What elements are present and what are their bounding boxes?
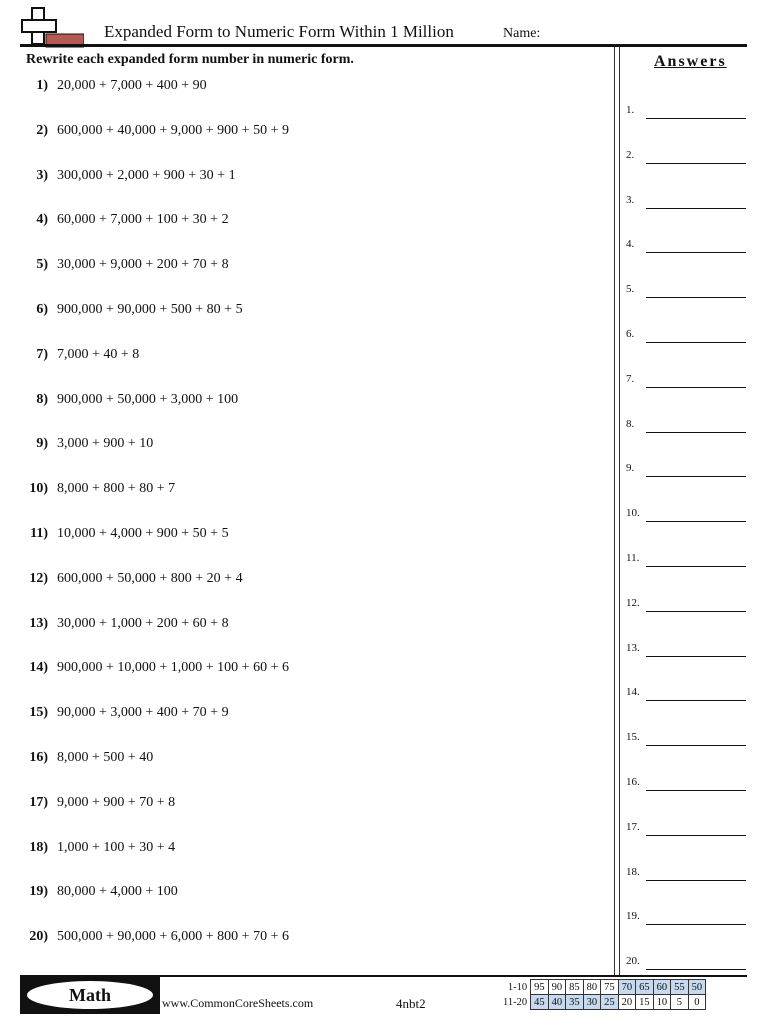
problem-expression: 600,000 + 40,000 + 9,000 + 900 + 50 + 9	[57, 122, 289, 138]
plus-minus-icon	[20, 6, 84, 48]
answer-label: 4.	[626, 238, 635, 251]
problem-number: 13)	[29, 615, 48, 631]
problem-expression: 900,000 + 90,000 + 500 + 80 + 5	[57, 302, 243, 317]
answer-label: 2.	[626, 148, 635, 161]
problem-number: 6)	[36, 302, 48, 317]
answer-blank[interactable]	[646, 656, 746, 657]
score-cell: 75	[601, 980, 619, 995]
standard-code: 4nbt2	[396, 996, 426, 1011]
answer-blank[interactable]	[646, 208, 746, 209]
score-cell: 20	[618, 995, 636, 1010]
answer-blank[interactable]	[646, 790, 746, 791]
score-cell: 70	[618, 980, 636, 995]
answer-label: 5.	[626, 283, 635, 296]
page-title: Expanded Form to Numeric Form Within 1 Million	[104, 22, 454, 41]
problem-number: 18)	[29, 839, 48, 855]
name-label: Name:	[503, 26, 541, 41]
score-cell: 60	[653, 980, 671, 995]
score-row-label: 11-20	[503, 996, 528, 1008]
problem-number: 9)	[36, 436, 48, 452]
score-cell: 55	[671, 980, 689, 995]
math-logo	[24, 978, 156, 1012]
instructions: Rewrite each expanded form number in numeric form.	[26, 52, 354, 67]
problem-number: 15)	[29, 705, 48, 721]
answer-label: 16.	[626, 776, 640, 788]
answer-blank[interactable]	[646, 880, 746, 881]
answer-label: 10.	[626, 507, 640, 520]
score-cell: 25	[601, 995, 619, 1010]
score-cell: 15	[636, 995, 654, 1010]
problem-expression: 500,000 + 90,000 + 6,000 + 800 + 70 + 6	[57, 929, 289, 945]
answer-blank[interactable]	[646, 387, 746, 388]
answer-blank[interactable]	[646, 924, 746, 925]
header-divider	[20, 44, 747, 47]
score-table	[500, 979, 706, 1010]
problem-expression: 20,000 + 7,000 + 400 + 90	[57, 78, 207, 93]
problem-expression: 900,000 + 10,000 + 1,000 + 100 + 60 + 6	[57, 660, 289, 676]
answer-label: 13.	[626, 641, 640, 654]
problem-expression: 1,000 + 100 + 30 + 4	[57, 839, 176, 855]
score-cell: 30	[583, 995, 601, 1010]
column-divider	[619, 47, 620, 975]
answer-label: 8.	[626, 417, 635, 430]
answer-blank[interactable]	[646, 521, 746, 522]
problem-expression: 3,000 + 900 + 10	[57, 436, 154, 452]
problem-expression: 900,000 + 50,000 + 3,000 + 100	[57, 391, 239, 407]
problem-expression: 30,000 + 1,000 + 200 + 60 + 8	[57, 615, 229, 631]
answer-blank[interactable]	[646, 342, 746, 343]
site-link[interactable]: www.CommonCoreSheets.com	[162, 996, 314, 1010]
problem-expression: 7,000 + 40 + 8	[57, 346, 140, 362]
problem-number: 2)	[36, 122, 48, 138]
answer-label: 17.	[626, 820, 640, 833]
problem-number: 1)	[36, 78, 48, 93]
problem-expression: 8,000 + 800 + 80 + 7	[57, 481, 176, 497]
problem-expression: 10,000 + 4,000 + 900 + 50 + 5	[57, 526, 229, 541]
column-divider	[614, 47, 615, 975]
answer-label: 18.	[626, 865, 640, 878]
problem-number: 11)	[30, 526, 48, 541]
answer-blank[interactable]	[646, 835, 746, 836]
answer-label: 3.	[626, 193, 635, 206]
problem-expression: 300,000 + 2,000 + 900 + 30 + 1	[57, 167, 236, 183]
score-cell: 0	[688, 995, 706, 1010]
answer-label: 9.	[626, 462, 635, 475]
answer-blank[interactable]	[646, 611, 746, 612]
score-cell: 45	[531, 995, 549, 1010]
answer-blank[interactable]	[646, 700, 746, 701]
answer-label: 12.	[626, 596, 640, 609]
problem-number: 3)	[36, 167, 48, 183]
problem-expression: 600,000 + 50,000 + 800 + 20 + 4	[57, 570, 243, 586]
answer-label: 7.	[626, 372, 635, 385]
problem-number: 16)	[29, 750, 48, 765]
answer-blank[interactable]	[646, 163, 746, 164]
score-cell: 80	[583, 980, 601, 995]
answer-label: 19.	[626, 910, 640, 923]
score-cell: 90	[548, 980, 566, 995]
problem-number: 7)	[36, 346, 48, 362]
answer-label: 6.	[626, 328, 635, 340]
problem-number: 8)	[36, 391, 48, 407]
answer-blank[interactable]	[646, 969, 746, 970]
answer-label: 20.	[626, 955, 640, 968]
answer-blank[interactable]	[646, 252, 746, 253]
problem-expression: 9,000 + 900 + 70 + 8	[57, 794, 176, 810]
problem-expression: 60,000 + 7,000 + 100 + 30 + 2	[57, 212, 229, 228]
problem-expression: 90,000 + 3,000 + 400 + 70 + 9	[57, 705, 229, 721]
answer-label: 14.	[626, 686, 640, 699]
answer-label: 15.	[626, 731, 640, 744]
score-cell: 35	[566, 995, 584, 1010]
problem-expression: 80,000 + 4,000 + 100	[57, 884, 178, 900]
score-cell: 40	[548, 995, 566, 1010]
score-cell: 50	[688, 980, 706, 995]
problem-number: 10)	[29, 481, 48, 497]
answer-blank[interactable]	[646, 297, 746, 298]
problem-number: 20)	[29, 929, 48, 945]
answer-blank[interactable]	[646, 118, 746, 119]
problem-number: 19)	[29, 884, 48, 900]
answers-heading: Answers	[654, 53, 727, 70]
problem-number: 12)	[29, 570, 48, 586]
score-row	[500, 995, 706, 1010]
answer-blank[interactable]	[646, 476, 746, 477]
problem-number: 14)	[29, 660, 48, 676]
score-cell: 10	[653, 995, 671, 1010]
score-cell: 95	[531, 980, 549, 995]
answer-blank[interactable]	[646, 432, 746, 433]
answer-blank[interactable]	[646, 566, 746, 567]
math-logo-text: Math	[69, 984, 111, 1005]
answer-blank[interactable]	[646, 745, 746, 746]
problem-expression: 8,000 + 500 + 40	[57, 750, 154, 765]
score-row-label: 1-10	[507, 981, 528, 993]
problem-number: 17)	[29, 794, 48, 810]
score-cell: 65	[636, 980, 654, 995]
score-cell: 85	[566, 980, 584, 995]
answer-label: 1.	[626, 104, 635, 116]
score-cell: 5	[671, 995, 689, 1010]
score-row	[500, 980, 706, 995]
problem-number: 4)	[36, 212, 48, 228]
problem-expression: 30,000 + 9,000 + 200 + 70 + 8	[57, 257, 229, 273]
problem-number: 5)	[36, 257, 48, 273]
answer-label: 11.	[626, 552, 640, 564]
